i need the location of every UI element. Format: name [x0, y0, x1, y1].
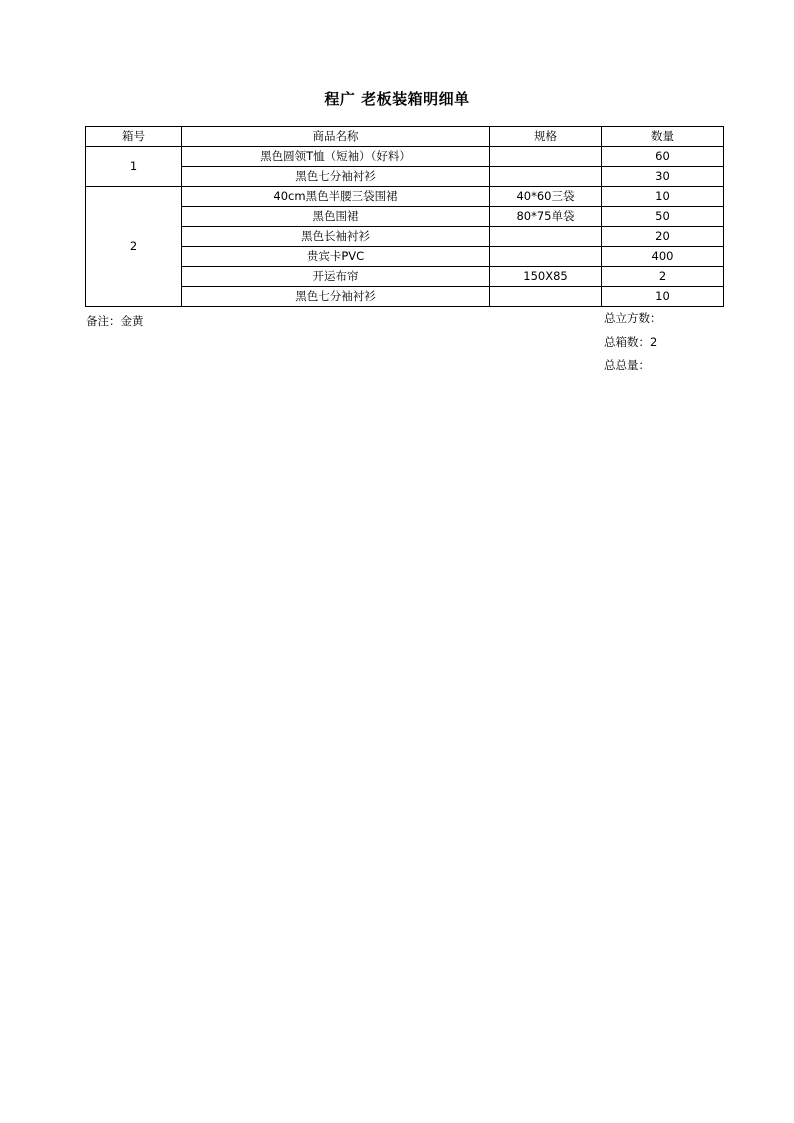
table-row: [86, 187, 724, 207]
product-name-cell: 黑色圆领T恤（短袖）（好料）: [182, 147, 490, 167]
document-title: 程广 老板装箱明细单: [324, 90, 470, 108]
spec-cell: 40*60三袋: [490, 187, 602, 207]
total-boxes-label: 总箱数：2: [604, 335, 658, 349]
total-weight-label: 总总量：: [604, 358, 650, 372]
remark-text: 备注：金黄: [86, 314, 144, 328]
header-box-no: 箱号: [86, 127, 182, 147]
product-name-cell: 黑色围裙: [182, 207, 490, 227]
quantity-cell: 400: [602, 247, 724, 267]
packing-list-table: [85, 126, 724, 307]
header-quantity: 数量: [602, 127, 724, 147]
spec-cell: [490, 247, 602, 267]
table-row: [86, 167, 724, 187]
table-row: [86, 227, 724, 247]
product-name-cell: 黑色长袖衬衫: [182, 227, 490, 247]
spec-cell: [490, 287, 602, 307]
table-header-row: [86, 127, 724, 147]
total-volume-label: 总立方数：: [604, 311, 662, 325]
spec-cell: [490, 167, 602, 187]
table-row: [86, 287, 724, 307]
quantity-cell: 10: [602, 287, 724, 307]
product-name-cell: 黑色七分袖衬衫: [182, 287, 490, 307]
table-row: [86, 247, 724, 267]
spec-cell: 150X85: [490, 267, 602, 287]
header-product-name: 商品名称: [182, 127, 490, 147]
table-row: [86, 147, 724, 167]
quantity-cell: 50: [602, 207, 724, 227]
quantity-cell: 2: [602, 267, 724, 287]
product-name-cell: 贵宾卡PVC: [182, 247, 490, 267]
table-row: [86, 267, 724, 287]
quantity-cell: 10: [602, 187, 724, 207]
quantity-cell: 30: [602, 167, 724, 187]
header-spec: 规格: [490, 127, 602, 147]
table-row: [86, 207, 724, 227]
spec-cell: [490, 147, 602, 167]
spec-cell: 80*75单袋: [490, 207, 602, 227]
product-name-cell: 40cm黑色半腰三袋围裙: [182, 187, 490, 207]
box-number-cell: 1: [86, 147, 182, 187]
spec-cell: [490, 227, 602, 247]
box-number-cell: 2: [86, 187, 182, 307]
quantity-cell: 60: [602, 147, 724, 167]
product-name-cell: 开运布帘: [182, 267, 490, 287]
quantity-cell: 20: [602, 227, 724, 247]
product-name-cell: 黑色七分袖衬衫: [182, 167, 490, 187]
